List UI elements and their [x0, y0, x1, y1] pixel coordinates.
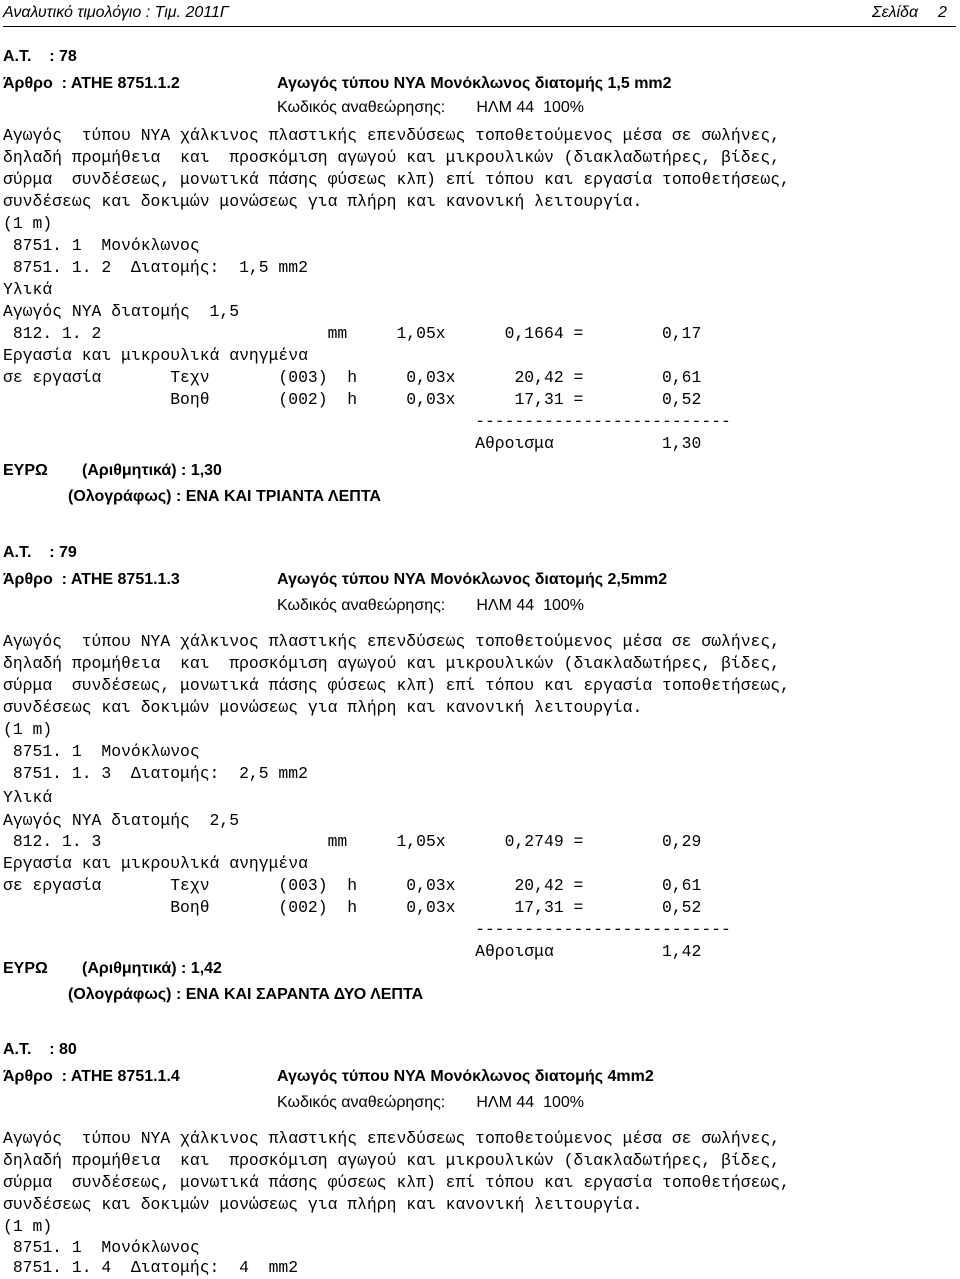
desc-line: σύρμα συνδέσεως, μονωτικά πάσης φύσεως κλπ) επί τόπου και εργασία τοποθετήσεως, [3, 676, 790, 695]
article-at-line: Α.Τ. : 80 [3, 1041, 77, 1058]
desc-line: -------------------------- [3, 920, 731, 939]
desc-line: -------------------------- [3, 412, 731, 431]
desc-line: Εργασία και μικρουλικά ανηγμένα [3, 346, 308, 365]
desc-line: Εργασία και μικρουλικά ανηγμένα [3, 854, 308, 873]
desc-line: συνδέσεως και δοκιμών μονώσεως για πλήρη και κανονική λειτουργία. [3, 192, 643, 211]
price-in-words: (Ολογράφως) : ΕΝΑ ΚΑΙ ΤΡΙΑΝΤΑ ΛΕΠΤΑ [68, 488, 381, 505]
price-numeric: (Αριθμητικά) : 1,30 [82, 462, 222, 479]
desc-line: δηλαδή προμήθεια και προσκόμιση αγωγού και μικρουλικών (διακλαδωτήρες, βίδες, [3, 654, 781, 673]
header-title: Αναλυτικό τιμολόγιο : Τιμ. 2011Γ [3, 4, 229, 21]
header-page-number: 2 [938, 4, 947, 21]
desc-line: δηλαδή προμήθεια και προσκόμιση αγωγού και μικρουλικών (διακλαδωτήρες, βίδες, [3, 148, 781, 167]
currency-label: ΕΥΡΩ [3, 462, 48, 479]
desc-line: 8751. 1 Μονόκλωνος [3, 742, 200, 761]
article-revision-code: Κωδικός αναθεώρησης: ΗΛΜ 44 100% [277, 99, 584, 116]
desc-line: Αγωγός ΝΥΑ διατομής 2,5 [3, 811, 240, 830]
desc-line: 8751. 1 Μονόκλωνος [3, 236, 200, 255]
price-numeric: (Αριθμητικά) : 1,42 [82, 960, 222, 977]
desc-line: σε εργασία Τεχν (003) h 0,03x 20,42 = 0,61 [3, 876, 702, 895]
desc-line: Αγωγός τύπου ΝΥΑ χάλκινος πλαστικής επενδύσεως τοποθετούμενος μέσα σε σωλήνες, [3, 632, 781, 651]
desc-line: Αθροισμα 1,30 [3, 434, 702, 453]
desc-line: Υλικά [3, 280, 53, 299]
desc-line: 812. 1. 3 mm 1,05x 0,2749 = 0,29 [3, 832, 702, 851]
desc-line: (1 m) [3, 720, 53, 739]
desc-line: 8751. 1. 3 Διατομής: 2,5 mm2 [3, 764, 308, 783]
desc-line: Βοηθ (002) h 0,03x 17,31 = 0,52 [3, 390, 702, 409]
price-in-words: (Ολογράφως) : ΕΝΑ ΚΑΙ ΣΑΡΑΝΤΑ ΔΥΟ ΛΕΠΤΑ [68, 986, 424, 1003]
article-revision-code: Κωδικός αναθεώρησης: ΗΛΜ 44 100% [277, 597, 584, 614]
desc-line: 812. 1. 2 mm 1,05x 0,1664 = 0,17 [3, 324, 702, 343]
desc-line: σύρμα συνδέσεως, μονωτικά πάσης φύσεως κλπ) επί τόπου και εργασία τοποθετήσεως, [3, 170, 790, 189]
desc-line: 8751. 1. 2 Διατομής: 1,5 mm2 [3, 258, 308, 277]
article-arthro-line: Άρθρο : ΑΤΗΕ 8751.1.2 [3, 75, 180, 92]
header-page-label: Σελίδα [872, 4, 919, 21]
desc-line: σε εργασία Τεχν (003) h 0,03x 20,42 = 0,61 [3, 368, 702, 387]
desc-line: 8751. 1 Μονόκλωνος [3, 1238, 200, 1257]
desc-line: δηλαδή προμήθεια και προσκόμιση αγωγού και μικρουλικών (διακλαδωτήρες, βίδες, [3, 1151, 781, 1170]
desc-line: 8751. 1. 4 Διατομής: 4 mm2 [3, 1258, 299, 1277]
desc-line: (1 m) [3, 1217, 53, 1236]
article-title: Αγωγός τύπου ΝΥΑ Μονόκλωνος διατομής 1,5 mm2 [277, 75, 672, 92]
desc-line: συνδέσεως και δοκιμών μονώσεως για πλήρη και κανονική λειτουργία. [3, 1195, 643, 1214]
article-at-line: Α.Τ. : 78 [3, 48, 77, 65]
article-title: Αγωγός τύπου ΝΥΑ Μονόκλωνος διατομής 4mm2 [277, 1068, 654, 1085]
desc-line: Αθροισμα 1,42 [3, 942, 702, 961]
article-title: Αγωγός τύπου ΝΥΑ Μονόκλωνος διατομής 2,5mm2 [277, 571, 668, 588]
desc-line: Αγωγός τύπου ΝΥΑ χάλκινος πλαστικής επενδύσεως τοποθετούμενος μέσα σε σωλήνες, [3, 1129, 781, 1148]
article-arthro-line: Άρθρο : ΑΤΗΕ 8751.1.3 [3, 571, 180, 588]
currency-label: ΕΥΡΩ [3, 960, 48, 977]
desc-line: σύρμα συνδέσεως, μονωτικά πάσης φύσεως κλπ) επί τόπου και εργασία τοποθετήσεως, [3, 1173, 790, 1192]
article-at-line: Α.Τ. : 79 [3, 544, 77, 561]
desc-line: Αγωγός ΝΥΑ διατομής 1,5 [3, 302, 240, 321]
desc-line: Βοηθ (002) h 0,03x 17,31 = 0,52 [3, 898, 702, 917]
header-divider [3, 26, 956, 27]
desc-line: Υλικά [3, 788, 53, 807]
article-arthro-line: Άρθρο : ΑΤΗΕ 8751.1.4 [3, 1068, 180, 1085]
desc-line: Αγωγός τύπου ΝΥΑ χάλκινος πλαστικής επενδύσεως τοποθετούμενος μέσα σε σωλήνες, [3, 126, 781, 145]
article-revision-code: Κωδικός αναθεώρησης: ΗΛΜ 44 100% [277, 1094, 584, 1111]
desc-line: (1 m) [3, 214, 53, 233]
desc-line: συνδέσεως και δοκιμών μονώσεως για πλήρη και κανονική λειτουργία. [3, 698, 643, 717]
